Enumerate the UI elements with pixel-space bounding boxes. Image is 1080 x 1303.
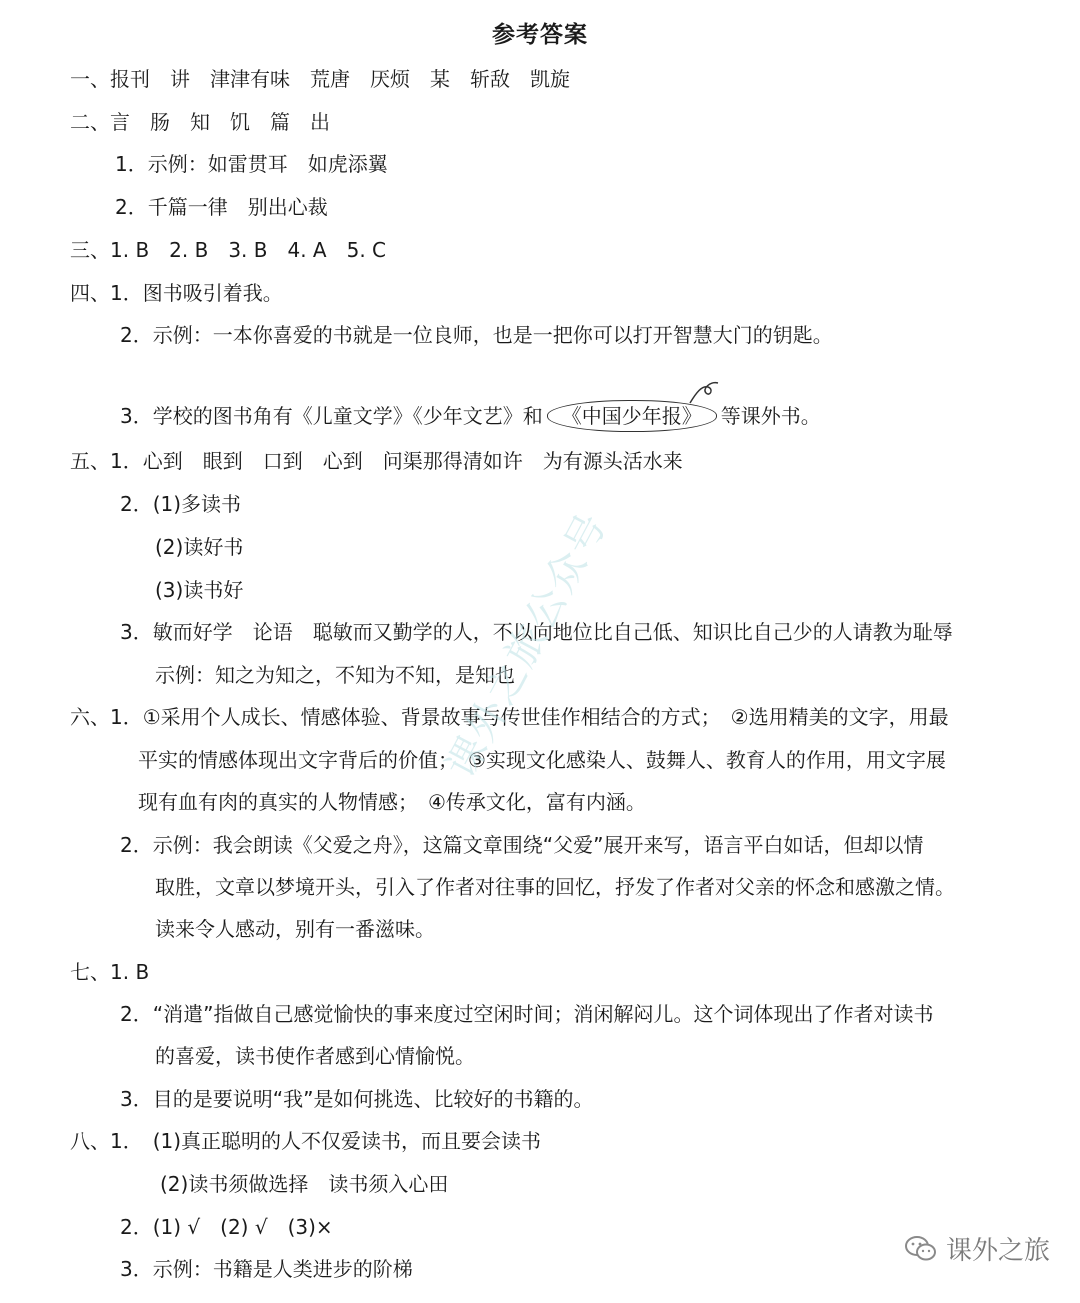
answer-line-10 [120,491,241,517]
answer-line-21 [70,959,149,985]
line-text: (2)读书须做选择 读书须入心田 [160,1172,449,1196]
answer-line-19 [155,874,955,900]
circled-answer [547,400,717,432]
answer-line-6 [70,280,283,306]
line-text: 的喜爱，读书使作者感到心情愉悦。 [155,1044,475,1068]
line-text: 2．(1) √ (2) √ (3)× [120,1215,333,1239]
line-text: 取胜，文章以梦境开头，引入了作者对往事的回忆，抒发了作者对父亲的怀念和感激之情。 [155,875,955,899]
answer-line-12 [155,577,243,603]
line-text: 2．示例：一本你喜爱的书就是一位良师，也是一把你可以打开智慧大门的钥匙。 [120,323,833,347]
line-text: 2．示例：我会朗读《父爱之舟》，这篇文章围绕“父爱”展开来写，语言平白如话，但却以情 [120,833,924,857]
line-text: 三、1. B 2. B 3. B 4. A 5. C [70,238,387,262]
answer-line-26 [160,1171,448,1197]
answer-line-27 [120,1214,333,1240]
line-text: 五、1．心到 眼到 口到 心到 问渠那得清如许 为有源头活水来 [70,449,683,473]
answer-line-2 [70,109,330,135]
answer-line-28 [120,1256,413,1282]
line-text: 二、言 肠 知 饥 篇 出 [70,110,330,134]
line-text: 3．学校的图书角有《儿童文学》《少年文艺》和 [120,404,543,428]
line-text: 1．示例：如雷贯耳 如虎添翼 [115,152,388,176]
line-text: 3．目的是要说明“我”是如何挑选、比较好的书籍的。 [120,1087,594,1111]
brand-name: 课外之旅 [945,1236,1050,1266]
line-text: 四、1．图书吸引着我。 [70,281,283,305]
line-text: (2)读好书 [155,535,244,559]
wechat-icon [904,1235,938,1263]
answer-line-5 [70,237,386,263]
line-text: 六、1．①采用个人成长、情感体验、背景故事与传世佳作相结合的方式； ②选用精美的文字，用最 [70,705,949,729]
brand-badge [904,1230,1050,1267]
line-text: 等课外书。 [720,404,821,428]
answer-line-20 [155,916,435,942]
curl-icon [688,379,722,405]
line-text: 示例：知之为知之，不知为不知，是知也 [155,663,515,687]
line-text: 读来令人感动，别有一番滋味。 [155,917,435,941]
answer-line-11 [155,534,243,560]
line-text: 八、1． (1)真正聪明的人不仅爱读书，而且要会读书 [70,1129,542,1153]
answer-line-14 [155,662,515,688]
answer-line-25 [70,1128,541,1154]
answer-line-24 [120,1086,593,1112]
answer-line-1 [70,66,570,92]
circled-answer-text: 《中国少年报》 [561,404,702,428]
answer-line-4 [115,194,328,220]
line-text: 2．千篇一律 别出心裁 [115,195,328,219]
line-text: 一、报刊 讲 津津有味 荒唐 厌烦 某 斩敌 凯旋 [70,67,570,91]
answer-line-17 [138,789,646,815]
answer-line-23 [155,1043,475,1069]
line-text: 平实的情感体现出文字背后的价值； ③实现文化感染人、鼓舞人、教育人的作用，用文字展 [138,748,946,772]
line-text: 七、1. B [70,960,150,984]
line-text: 2．(1)多读书 [120,492,242,516]
line-text: (3)读书好 [155,578,244,602]
answer-line-18 [120,832,923,858]
answer-line-3 [115,151,388,177]
answer-line-7 [120,322,833,348]
line-text: 3．敏而好学 论语 聪敏而又勤学的人，不以向地位比自己低、知识比自己少的人请教为耻辱 [120,620,953,644]
line-text: 2．“消遣”指做自己感觉愉快的事来度过空闲时间；消闲解闷儿。这个词体现出了作者对读书 [120,1002,934,1026]
answer-line-8 [120,400,821,432]
answer-line-9 [70,448,683,474]
watermark: 课外之旅公众号 [437,504,617,786]
page-title: 参考答案 [492,22,588,48]
answer-line-22 [120,1001,933,1027]
answer-line-16 [138,747,946,773]
line-text: 3．示例：书籍是人类进步的阶梯 [120,1257,413,1281]
line-text: 现有血有肉的真实的人物情感； ④传承文化，富有内涵。 [138,790,646,814]
